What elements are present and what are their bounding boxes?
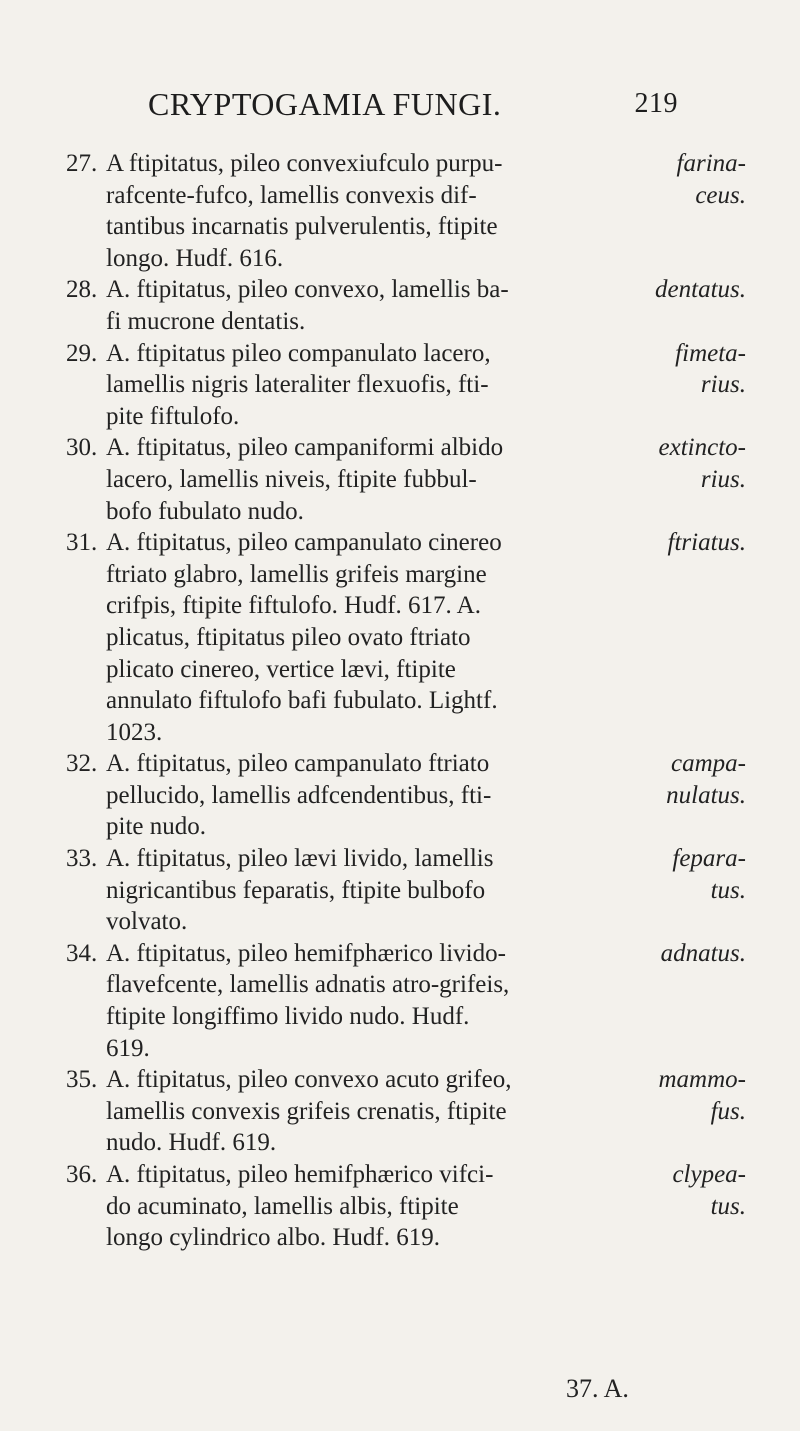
catchword: 37. A. [566, 1374, 629, 1403]
entry-line [66, 811, 746, 843]
entry-text: nigricantibus feparatis, ftipite bulbofo [106, 876, 486, 904]
entry-number: 32. [66, 750, 98, 778]
entry [66, 432, 746, 527]
entry-line [66, 685, 746, 717]
entry-line [66, 748, 746, 780]
entry-text: lacero, lamellis niveis, ftipite fubbul- [106, 465, 477, 493]
entry [66, 1064, 746, 1159]
entry-text: volvato. [106, 908, 188, 936]
entry-line [66, 969, 746, 1001]
entry-text: fi mucrone dentatis. [106, 307, 306, 335]
entry-line [66, 180, 746, 212]
entry-line [66, 464, 746, 496]
entry-text: pite fiftulofo. [106, 402, 240, 430]
species-name: fimeta- [675, 339, 746, 367]
species-name: mammo- [658, 1066, 746, 1094]
entry-line [66, 274, 746, 306]
entry-line [66, 938, 746, 970]
species-name: adnatus. [660, 939, 746, 967]
entry-line [66, 717, 746, 749]
entry-text: plicato cinereo, vertice lævi, ftipite [106, 655, 456, 683]
entry-text: ftriato glabro, lamellis grifeis margine [106, 560, 487, 588]
entry-text: bofo fubulato nudo. [106, 497, 304, 525]
species-name: nulatus. [666, 781, 746, 809]
entry-line [66, 496, 746, 528]
species-name: fus. [710, 1097, 746, 1125]
entry-number: 35. [66, 1066, 98, 1094]
species-name: fepara- [672, 845, 746, 873]
entry-text: A. ftipitatus pileo companulato lacero, [106, 339, 491, 367]
entry-text: flavefcente, lamellis adnatis atro-grifeis, [106, 971, 510, 999]
species-name: campa- [671, 750, 746, 778]
entry-text: ftipite longiffimo livido nudo. Hudf. [106, 1003, 470, 1031]
entry-line [66, 1064, 746, 1096]
entry-number: 27. [66, 150, 98, 177]
entry-number: 34. [66, 939, 98, 967]
entry-number: 28. [66, 276, 98, 304]
entry-line [66, 559, 746, 591]
species-name: rius. [700, 371, 746, 399]
entry-text: rafcente-fufco, lamellis convexis dif- [106, 181, 477, 209]
entry-line [66, 654, 746, 686]
entry-line [66, 1127, 746, 1159]
entry-line [66, 1033, 746, 1065]
page-number: 219 [634, 88, 678, 119]
entry-text: longo cylindrico albo. Hudf. 619. [106, 1224, 440, 1252]
species-name: ceus. [695, 181, 746, 209]
species-name: clypea- [672, 1161, 746, 1188]
entry [66, 148, 746, 274]
entry-text: lamellis nigris lateraliter flexuofis, fti- [106, 371, 489, 399]
entry-line [66, 306, 746, 338]
entry-text: A. ftipitatus, pileo convexo acuto grifeo, [106, 1066, 512, 1094]
entry-line [66, 590, 746, 622]
entry-text: pellucido, lamellis adfcendentibus, fti- [106, 781, 492, 809]
entry-line [66, 527, 746, 559]
entry-line [66, 1191, 746, 1223]
entry-number: 29. [66, 339, 98, 367]
entry-text: longo. Hudf. 616. [106, 244, 284, 272]
species-name: tus. [710, 1192, 746, 1220]
entry-text: A. ftipitatus, pileo campanulato cinereo [106, 529, 502, 557]
entry-line [66, 338, 746, 370]
entry-line [66, 148, 746, 180]
entry [66, 938, 746, 1064]
entry [66, 527, 746, 748]
entry-text: tantibus incarnatis pulverulentis, ftipite [106, 213, 498, 241]
entry-text: nudo. Hudf. 619. [106, 1129, 277, 1157]
entry-text: 1023. [106, 718, 163, 746]
entry-text: 619. [106, 1034, 150, 1062]
entry-line [66, 780, 746, 812]
entry [66, 748, 746, 843]
entry-text: do acuminato, lamellis albis, ftipite [106, 1192, 459, 1220]
entry-line [66, 1222, 746, 1254]
entry-line [66, 211, 746, 243]
entry-text: A ftipitatus, pileo convexiufculo purpu- [106, 150, 503, 177]
entry-number: 30. [66, 434, 98, 462]
entry-text: pite nudo. [106, 813, 206, 841]
entry [66, 1159, 746, 1254]
entry-line [66, 875, 746, 907]
species-name: extincto- [658, 434, 746, 462]
entry-text: annulato fiftulofo bafi fubulato. Lightf. [106, 687, 498, 715]
entry-line [66, 1096, 746, 1128]
species-name: farina- [676, 150, 746, 177]
entries-list [66, 148, 746, 1254]
entry-line [66, 432, 746, 464]
entry [66, 338, 746, 433]
entry-line [66, 906, 746, 938]
entry-text: lamellis convexis grifeis crenatis, ftipite [106, 1097, 507, 1125]
entry-text: crifpis, ftipite fiftulofo. Hudf. 617. A. [106, 592, 481, 620]
species-name: dentatus. [655, 276, 746, 304]
entry-line [66, 369, 746, 401]
entry-number: 31. [66, 529, 98, 557]
section-title: CRYPTOGAMIA FUNGI. [148, 86, 502, 122]
entry [66, 843, 746, 938]
entry-text: A. ftipitatus, pileo campaniformi albido [106, 434, 504, 462]
entry-text: A. ftipitatus, pileo hemifphærico vifci- [106, 1161, 494, 1188]
entry-line [66, 1159, 746, 1191]
entry-text: A. ftipitatus, pileo campanulato ftriato [106, 750, 490, 778]
species-name: ftriatus. [667, 529, 746, 557]
species-name: tus. [710, 876, 746, 904]
entry-number: 36. [66, 1161, 98, 1188]
entry-line [66, 401, 746, 433]
entry-text: A. ftipitatus, pileo hemifphærico livido- [106, 939, 506, 967]
entry-number: 33. [66, 845, 98, 873]
entry-text: A. ftipitatus, pileo lævi livido, lamellis [106, 845, 494, 873]
entry-line [66, 1001, 746, 1033]
entry-line [66, 243, 746, 275]
entry-line [66, 622, 746, 654]
entry-text: A. ftipitatus, pileo convexo, lamellis ba- [106, 276, 509, 304]
species-name: rius. [700, 465, 746, 493]
entry [66, 274, 746, 337]
running-head [148, 86, 678, 123]
entry-text: plicatus, ftipitatus pileo ovato ftriato [106, 623, 471, 651]
entry-line [66, 843, 746, 875]
